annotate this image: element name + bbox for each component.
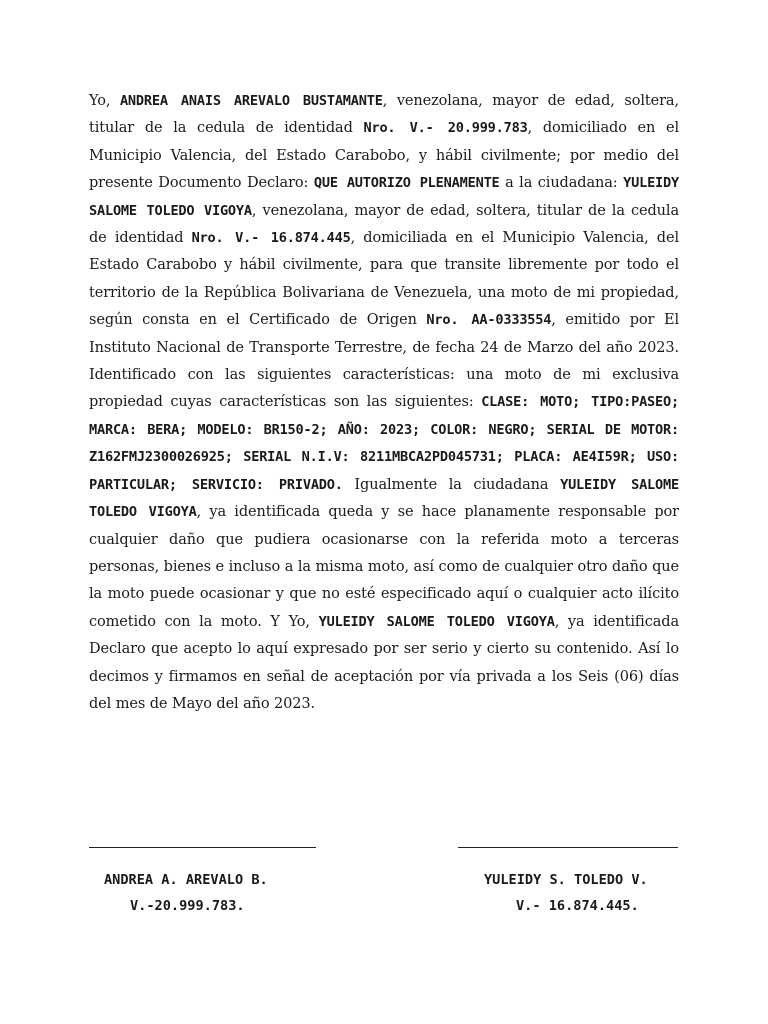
bold-text-segment: YULEIDY SALOME TOLEDO VIGOYA [318,613,555,630]
bold-text-segment: Nro. V.- 16.874.445 [191,230,351,247]
bold-text-segment: YULEIDY SALOME TOLEDO VIGOYA [89,476,679,521]
text-segment: , ya identificada Declaro que acepto lo aquí expresado por ser serio y cierto su contenido. Así lo decimos y firmamos en señal de aceptación por vía privada a los Seis (06) días del mes de Mayo del año 2023. [89,613,680,712]
signatory-id-left: V.-20.999.783. [130,898,245,914]
text-segment: Yo, [89,93,120,109]
authorization-paragraph [89,88,679,718]
bold-text-segment: QUE AUTORIZO PLENAMENTE [313,175,500,192]
signatory-name-left: ANDREA A. AREVALO B. [104,872,268,888]
bold-text-segment: Nro. V.- 20.999.783 [363,120,528,137]
signature-line-right [458,847,678,848]
signatory-id-right: V.- 16.874.445. [516,898,639,914]
text-segment: , ya identificada queda y se hace planamente responsable por cualquier daño que pudiera ocasionarse con la referida moto a terceras personas, bienes e incluso a la misma moto, así como de cualquier otro daño que la moto puede ocasionar y que no esté especificado aquí o cualquier acto ilícito cometido con la moto. Y Yo, [89,504,679,630]
signature-line-left [89,847,316,848]
bold-text-segment: ANDREA ANAIS AREVALO BUSTAMANTE [119,93,383,109]
text-segment: a la ciudadana: [499,175,624,192]
bold-text-segment: CLASE: MOTO; TIPO:PASEO; MARCA: BERA; MODELO: BR150-2; AÑO: 2023; COLOR: NEGRO; SERIAL DE MOTOR: Z162FMJ2300026925; SERIAL N.I.V: 8211MBCA2PD045731; PLACA: AE4I59R; USO: PARTICULAR; SERVICIO: PRIVADO. [89,394,679,493]
bold-text-segment: YULEIDY SALOME TOLEDO VIGOYA [89,175,680,219]
signatory-name-right: YULEIDY S. TOLEDO V. [484,872,648,888]
text-segment: , domiciliado en el Municipio Valencia, del Estado Carabobo, y hábil civilmente; por medio del presente Documento Declaro: [89,120,679,192]
text-segment: , venezolana, mayor de edad, soltera, titular de la cedula de identidad [89,93,679,137]
bold-text-segment: Nro. AA-0333554 [426,312,552,329]
text-segment: , domiciliada en el Municipio Valencia, del Estado Carabobo y hábil civilmente, para que transite libremente por todo el territorio de la República Bolivariana de Venezuela, una moto de mi propiedad, según consta en el Certificado de Origen [89,230,680,329]
text-segment: Igualmente la ciudadana [342,476,561,493]
text-segment: , venezolana, mayor de edad, soltera, titular de la cedula de identidad [89,202,680,247]
text-segment: , emitido por El Instituto Nacional de Transporte Terrestre, de fecha 24 de Marzo del año 2023. Identificado con las siguientes características: una moto de mi exclusiva propiedad cuyas características son las siguientes: [89,312,679,411]
